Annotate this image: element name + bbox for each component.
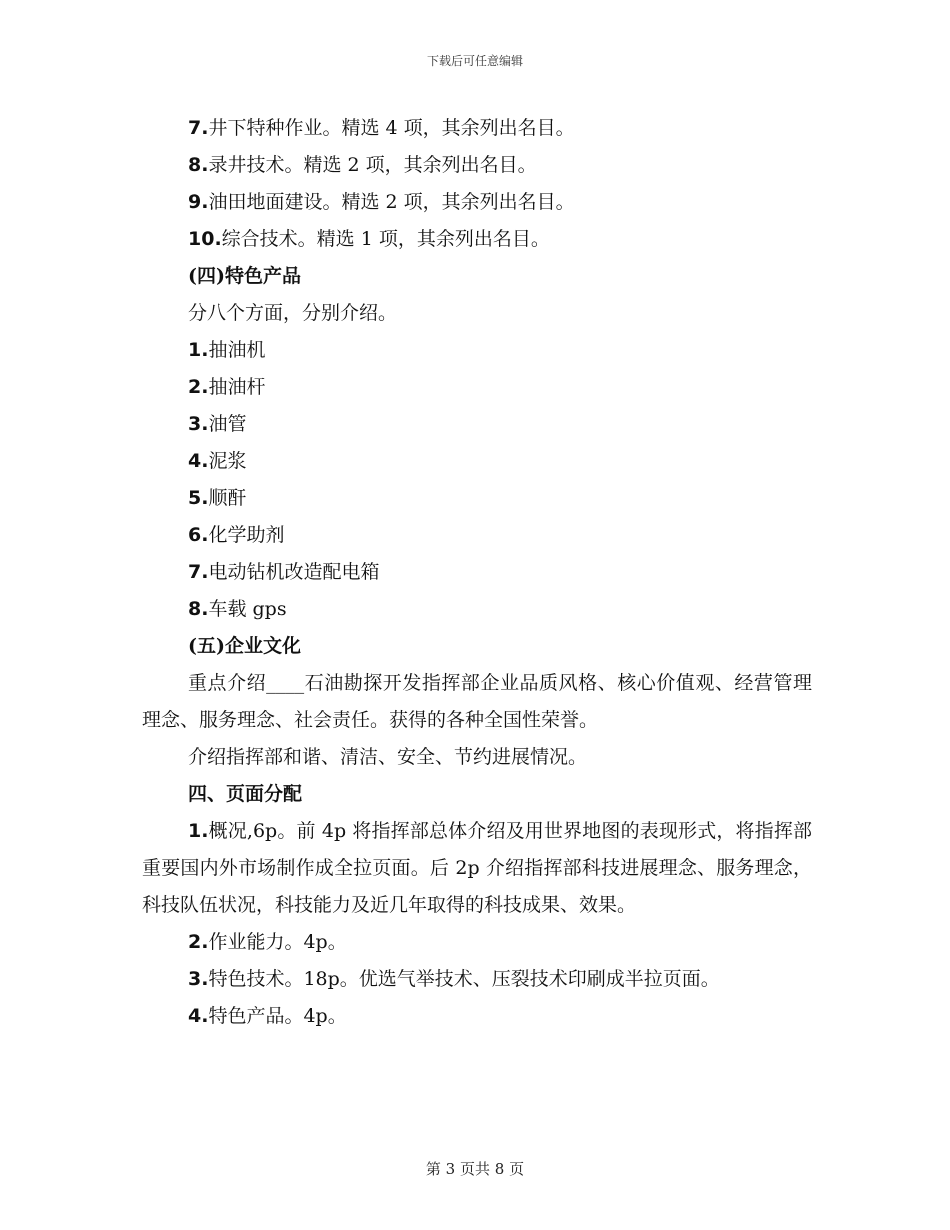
list-item — [142, 554, 812, 591]
item-text: 油管 — [208, 413, 247, 435]
item-text: 顺酐 — [208, 487, 247, 509]
list-item — [142, 147, 812, 184]
list-item — [142, 813, 812, 924]
list-item — [142, 924, 812, 961]
item-number: 3. — [188, 413, 209, 435]
list-item — [142, 961, 812, 998]
item-number: 6. — [188, 524, 209, 546]
list-item — [142, 332, 812, 369]
item-text: 作业能力。4p。 — [208, 931, 347, 953]
paragraph: 介绍指挥部和谐、清洁、安全、节约进展情况。 — [188, 746, 588, 768]
item-number: 1. — [188, 820, 209, 842]
list-item — [142, 517, 812, 554]
item-text: 概况,6p。前 4p 将指挥部总体介绍及用世界地图的表现形式，将指挥部重要国内外市场制作成全拉页面。后 2p 介绍指挥部科技进展理念、服务理念，科技队伍状况，科技能力及近几年取得的科技成果、效果。 — [142, 820, 812, 916]
section-heading: 四、页面分配 — [188, 783, 303, 805]
item-number: 4. — [188, 1005, 209, 1027]
item-number: 9. — [188, 191, 209, 213]
item-number: 1. — [188, 339, 209, 361]
item-text: 特色技术。18p。优选气举技术、压裂技术印刷成半拉页面。 — [208, 968, 720, 990]
item-number: 4. — [188, 450, 209, 472]
item-text: 抽油杆 — [208, 376, 266, 398]
list-item — [142, 443, 812, 480]
item-text: 泥浆 — [208, 450, 247, 472]
page-footer: 第 3 页共 8 页 — [425, 1160, 525, 1178]
list-item — [142, 369, 812, 406]
item-text: 油田地面建设。精选 2 项，其余列出名目。 — [208, 191, 575, 213]
list-item — [142, 184, 812, 221]
item-number: 2. — [188, 376, 209, 398]
item-text: 电动钻机改造配电箱 — [208, 561, 380, 583]
item-number: 2. — [188, 931, 209, 953]
item-number: 5. — [188, 487, 209, 509]
item-text: 化学助剂 — [208, 524, 285, 546]
document-body — [142, 110, 812, 1035]
item-text: 综合技术。精选 1 项，其余列出名目。 — [221, 228, 550, 250]
item-text: 井下特种作业。精选 4 项，其余列出名目。 — [208, 117, 575, 139]
list-item — [142, 480, 812, 517]
item-number: 8. — [188, 598, 209, 620]
item-number: 3. — [188, 968, 209, 990]
list-item — [142, 998, 812, 1035]
item-text: 录井技术。精选 2 项，其余列出名目。 — [208, 154, 537, 176]
item-text: 抽油机 — [208, 339, 266, 361]
item-text: 车载 gps — [208, 598, 287, 620]
section-heading: (五)企业文化 — [188, 635, 301, 657]
item-number: 7. — [188, 117, 209, 139]
list-item — [142, 591, 812, 628]
page-header: 下载后可任意编辑 — [426, 54, 523, 68]
paragraph: 重点介绍____石油勘探开发指挥部企业品质风格、核心价值观、经营管理理念、服务理念、社会责任。获得的各种全国性荣誉。 — [142, 672, 812, 731]
item-number: 7. — [188, 561, 209, 583]
section-intro: 分八个方面，分别介绍。 — [188, 302, 398, 324]
item-text: 特色产品。4p。 — [208, 1005, 347, 1027]
list-item — [142, 406, 812, 443]
section-heading: (四)特色产品 — [188, 265, 301, 287]
item-number: 10. — [188, 228, 222, 250]
item-number: 8. — [188, 154, 209, 176]
list-item — [142, 221, 812, 258]
list-item — [142, 110, 812, 147]
